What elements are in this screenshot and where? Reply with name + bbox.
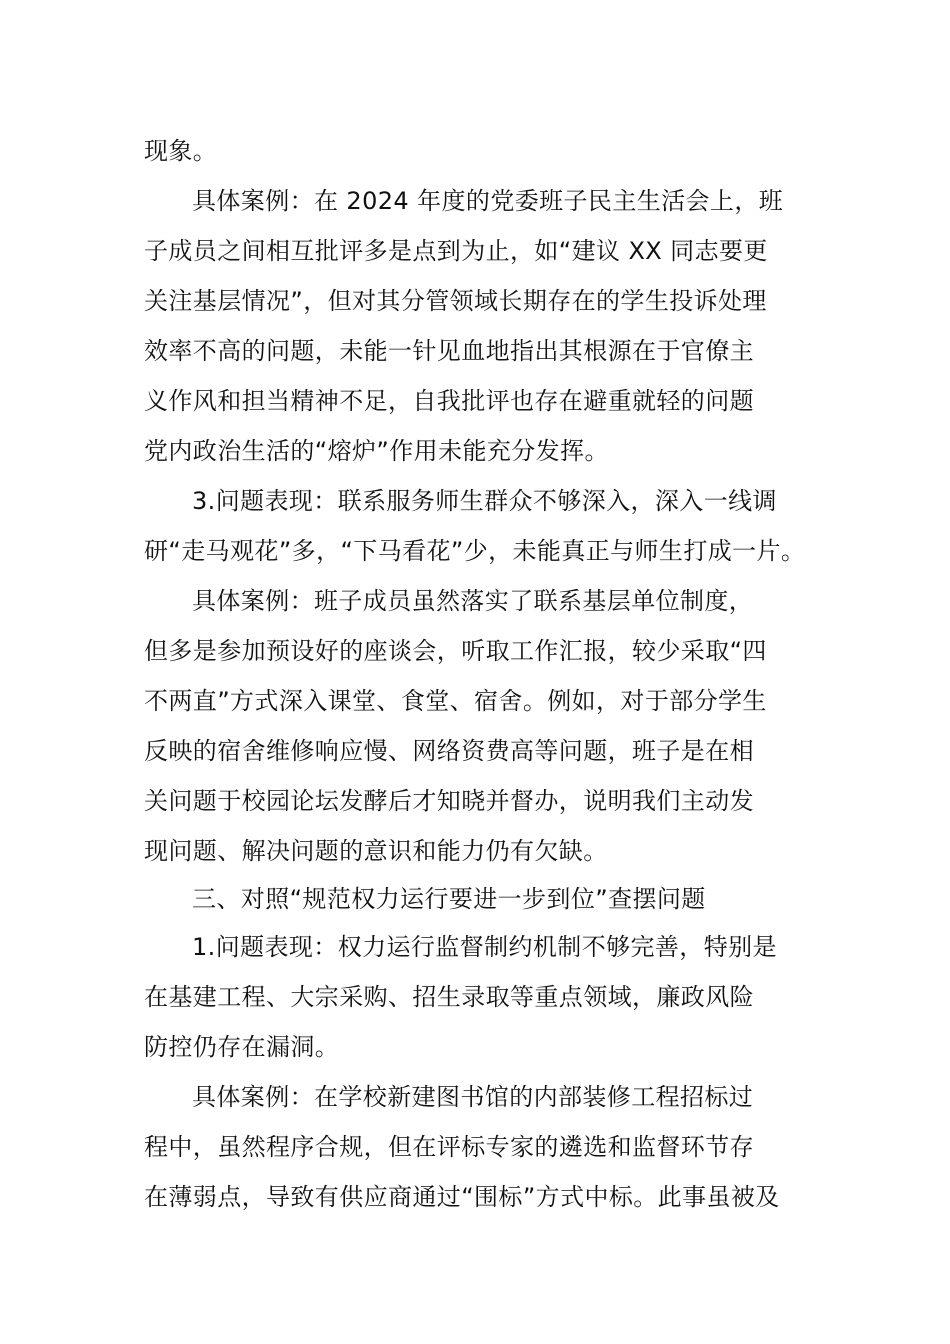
text-line: 反映的宿舍维修响应慢、网络资费高等问题，班子是在相 [144, 737, 754, 765]
text-line: 关注基层情况”，但对其分管领域长期存在的学生投诉处理 [144, 287, 767, 315]
text-line: 但多是参加预设好的座谈会，听取工作汇报，较少采取“四 [144, 637, 767, 665]
section-heading: 三、对照“规范权力运行要进一步到位”查摆问题 [192, 885, 706, 913]
text-line: 现问题、解决问题的意识和能力仍有欠缺。 [144, 837, 608, 865]
text-line: 研“走马观花”多，“下马看花”少，未能真正与师生打成一片。 [144, 537, 806, 565]
text-line: 关问题于校园论坛发酵后才知晓并督办，说明我们主动发 [144, 787, 754, 815]
text-line: 在薄弱点，导致有供应商通过“围标”方式中标。此事虽被及 [144, 1183, 780, 1211]
text-line: 不两直”方式深入课堂、食堂、宿舍。例如，对于部分学生 [144, 687, 767, 715]
text-line: 1.问题表现：权力运行监督制约机制不够完善，特别是 [192, 933, 777, 961]
text-line: 党内政治生活的“熔炉”作用未能充分发挥。 [144, 437, 609, 465]
text-line: 3.问题表现：联系服务师生群众不够深入，深入一线调 [192, 487, 777, 515]
text-line: 具体案例：班子成员虽然落实了联系基层单位制度， [192, 587, 754, 615]
text-line: 程中，虽然程序合规，但在评标专家的遴选和监督环节存 [144, 1133, 754, 1161]
text-line: 现象。 [144, 137, 218, 165]
text-line: 防控仍存在漏洞。 [144, 1033, 340, 1061]
text-line: 具体案例：在 2024 年度的党委班子民主生活会上，班 [192, 187, 784, 215]
text-line: 在基建工程、大宗采购、招生录取等重点领域，廉政风险 [144, 983, 754, 1011]
text-line: 具体案例：在学校新建图书馆的内部装修工程招标过 [192, 1083, 754, 1111]
text-line: 效率不高的问题，未能一针见血地指出其根源在于官僚主 [144, 337, 754, 365]
text-line: 义作风和担当精神不足，自我批评也存在避重就轻的问题 [144, 387, 754, 415]
text-line: 子成员之间相互批评多是点到为止，如“建议 XX 同志要更 [144, 237, 768, 265]
